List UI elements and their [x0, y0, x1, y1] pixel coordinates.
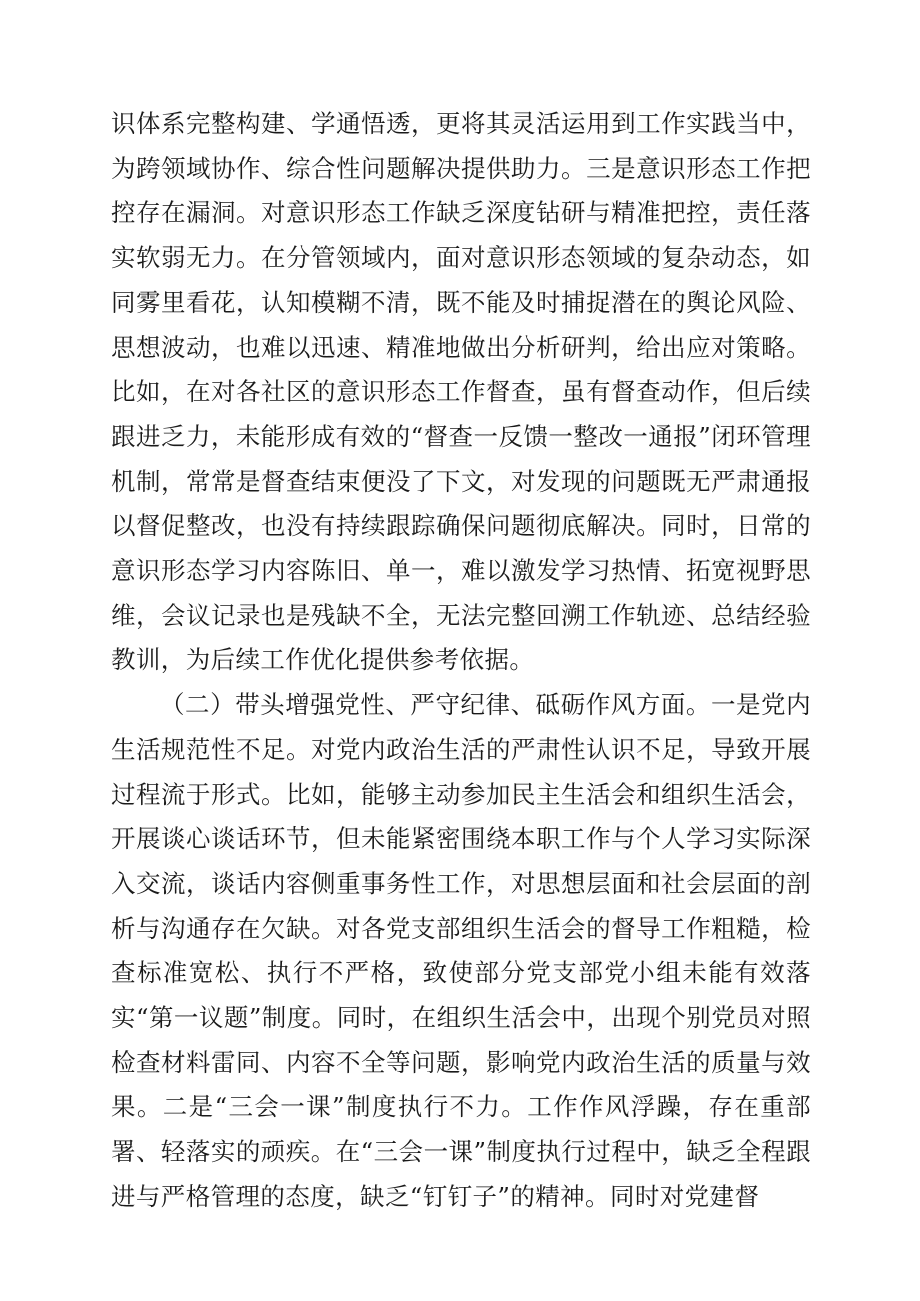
document-body — [111, 102, 811, 1220]
paragraph-continued: 识体系完整构建、学通悟透，更将其灵活运用到工作实践当中，为跨领域协作、综合性问题解决提供助力。三是意识形态工作把控存在漏洞。对意识形态工作缺乏深度钻研与精准把控，责任落实软弱无力。在分管领域内，面对意识形态领域的复杂动态，如同雾里看花，认知模糊不清，既不能及时捕捉潜在的舆论风险、思想波动，也难以迅速、精准地做出分析研判，给出应对策略。比如，在对各社区的意识形态工作督查，虽有督查动作，但后续跟进乏力，未能形成有效的“督查一反馈一整改一通报”闭环管理机制，常常是督查结束便没了下文，对发现的问题既无严肃通报以督促整改，也没有持续跟踪确保问题彻底解决。同时，日常的意识形态学习内容陈旧、单一，难以激发学习热情、拓宽视野思维，会议记录也是残缺不全，无法完整回溯工作轨迹、总结经验教训，为后续工作优化提供参考依据。 — [111, 109, 811, 675]
paragraph-section-two: （二）带头增强党性、严守纪律、砥砺作风方面。一是党内生活规范性不足。对党内政治生活的严肃性认识不足，导致开展过程流于形式。比如，能够主动参加民主生活会和组织生活会，开展谈心谈话环节，但未能紧密围绕本职工作与个人学习实际深入交流，谈话内容侧重事务性工作，对思想层面和社会层面的剖析与沟通存在欠缺。对各党支部组织生活会的督导工作粗糙，检查标准宽松、执行不严格，致使部分党支部党小组未能有效落实“第一议题”制度。同时，在组织生活会中，出现个别党员对照检查材料雷同、内容不全等问题，影响党内政治生活的质量与效果。二是“三会一课”制度执行不力。工作作风浮躁，存在重部署、轻落实的顽疾。在“三会一课”制度执行过程中，缺乏全程跟进与严格管理的态度，缺乏“钉钉子”的精神。同时对党建督 — [111, 690, 811, 1211]
